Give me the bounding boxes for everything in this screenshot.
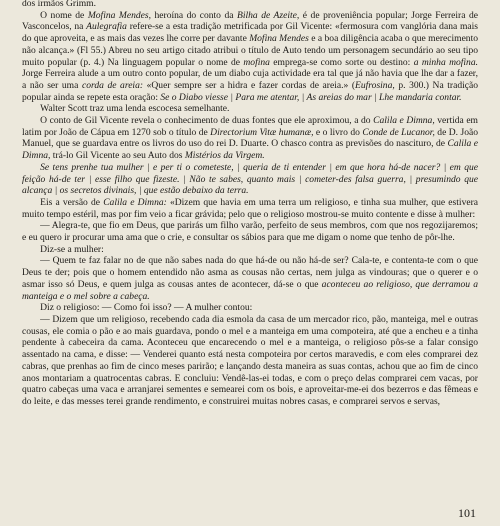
paragraph-2: O nome de Mofina Mendes, heroína do conto da Bilha de Azeite, é de proveniência popular; Jorge Ferreira de Vasconcelos, na Aulegrafia refere-se a esta tradição metrificada por Gil Vicente: «fermosura com vanglória dana mais do que aproveita, e as mais das vezes lhe corre per davante Mofina Mendes e a boa diligência acaba o que merecimento não alcança.» (Fl 55.) Abreu no seu artigo citado atribui o título de Auto tendo um personagem secundário ao seu tipo muito popular (p. 4.) Na linguagem popular o nome de mofina emprega-se como sorte ou destino: a minha mofina. Jorge Ferreira alude a um outro conto popular, de um diabo cuja actividade era tal que já não havia que lhe dar a fazer, a não ser uma corda de areia: «Quer sempre ser a hidra e fazer cordas de areia.» (Eufrosina, p. 300.) Na tradição popular ainda se repete esta oração: Se o Diabo viesse | Para me atentar, | As areias do mar | Lhe mandaria contar. (22, 9, 479, 103)
paragraph-1: dos irmãos Grimm. (22, 0, 96, 9)
page-number: 101 (458, 506, 476, 520)
paragraph-9: — Quem te faz falar no de que não sabes nada do que há-de ou não há-de ser? Cala-te, e contenta-te com o que Deus te der; pois que o homem entendido não asma as cousas não certas, nem julga as vindouras; que o querer e o asmar isso só Deus, e quem julga as cousas antes de acontecer, dá-se o que aconteceu ao religioso, que derramou a manteiga e o mel sobre a cabeça. (22, 255, 478, 302)
paragraph-10: Diz o religioso: — Como foi isso? — A mulher contou: (40, 302, 253, 314)
paragraph-3: Walter Scott traz uma lenda escocesa semelhante. (40, 103, 230, 115)
paragraph-11: — Dizem que um religioso, recebendo cada dia esmola da casa de um mercador rico, pão, manteiga, mel e outras cousas, ele comia o pão e ao mais guardava, pondo o mel e a manteiga em uma compoteira, até que a encheu e a tinha pendente à cabeceira da cama. Aconteceu que encarecendo o mel e a manteiga, o religioso pôs-se a falar consigo assentado na cama, e disse: — Venderei quanto está nesta compoteira por certos maravedis, e com eles comprarei dez cabras, que prenhas ao fim de cinco meses parirão; e lançando desta maneira as suas contas, achou que ao fim de cinco anos montariam a quatrocentas cabras. E concluiu: Vendê-las-ei todas, e com o preço delas comprarei cem vacas, por quatro cabeças uma vaca e arranjarei sementes e semearei com os bois, e aproveitar-me-ei dos bezerros e das fêmeas e do leite, e das messes terei grande rendimento, e construirei muitas nobres casas, e comprarei servos e servas, (22, 313, 478, 407)
paragraph-4: O conto de Gil Vicente revela o conhecimento de duas fontes que ele aproximou, a do Calila e Dimna, vertida em latim por João de Cápua em 1270 sob o título de Directorium Vitæ humanæ, e o livro do Conde de Lucanor, de D. João Manuel, que se guardava entre os livros do uso do rei D. Duarte. O chasco contra as previsões do nascituro, de Calila e Dimna, trá-lo Gil Vicente ao seu Auto dos Mistérios da Virgem. (22, 115, 479, 162)
page-body-text (22, 0, 478, 408)
paragraph-8: Diz-se a mulher: (40, 243, 104, 255)
paragraph-5: Se tens prenhe tua mulher | e per ti o cometeste, | queria de ti entender | em que hora há-de nacer? | em que feição há-de ter | esse filho que fizeste. | Não te sabes, quanto mais | cometer-des falsa guerra, | presumindo que alcança | os secretos divinais, | que estão debaixo da terra. (22, 161, 478, 197)
paragraph-7: — Alegra-te, que fio em Deus, que parirás um filho varão, perfeito de seus membros, com que nos regozijaremos; e eu quero ir procurar uma ama que o crie, e consultar os sábios para que me digam o nome que tenho de pôr-lhe. (22, 220, 478, 244)
paragraph-6: Eis a versão de Calila e Dimna: «Dizem que havia em uma terra um religioso, e tinha sua mulher, que estivera muito tempo estéril, mas por fim veio a ficar grávida; pelo que o religioso mostrou-se muito contente e disse à mulher: (22, 196, 478, 220)
